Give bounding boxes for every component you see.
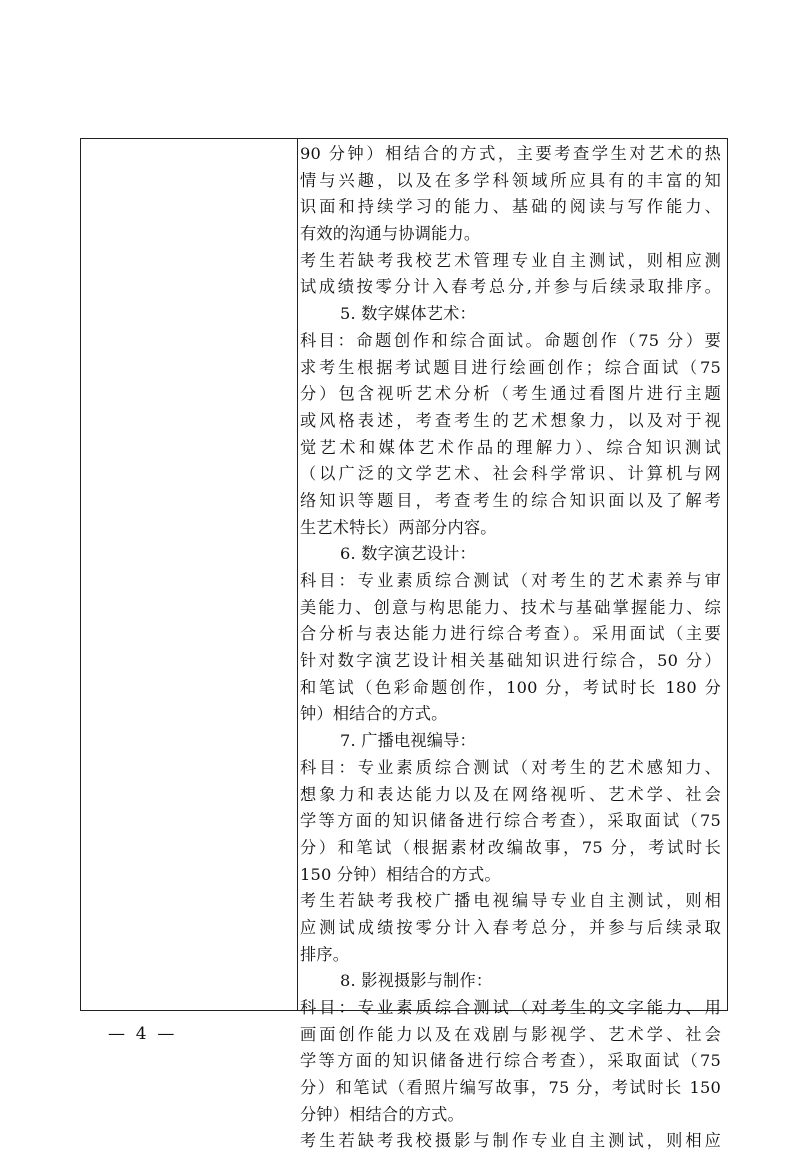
text-line: 150 分钟）相结合的方式。 xyxy=(300,864,501,884)
text-line: 学等方面的知识储备进行综合考查），采取面试（75 xyxy=(300,811,721,831)
text-line: 科目：专业素质综合测试（对考生的文字能力、用 xyxy=(300,998,721,1017)
text-line: 科目：命题创作和综合面试。命题创作（75 分）要 xyxy=(300,330,721,350)
text-line: 美能力、创意与构思能力、技术与基础掌握能力、综 xyxy=(300,597,721,617)
text-line: 分）包含视听艺术分析（考生通过看图片进行主题 xyxy=(300,384,721,404)
text-line: 考生若缺考我校广播电视编导专业自主测试，则相 xyxy=(300,891,721,911)
text-line: 觉艺术和媒体艺术作品的理解力）、综合知识测试 xyxy=(300,437,721,457)
text-line: 考生若缺考我校摄影与制作专业自主测试，则相应 xyxy=(300,1131,721,1151)
text-line: 学等方面的知识储备进行综合考查），采取面试（75 xyxy=(300,1051,721,1071)
text-line: 科目：专业素质综合测试（对考生的艺术感知力、 xyxy=(300,757,721,777)
text-line: 生艺术特长）两部分内容。 xyxy=(300,517,497,537)
text-line: 排序。 xyxy=(300,944,350,964)
text-line: 或风格表述，考查考生的艺术想象力，以及对于视 xyxy=(300,410,721,430)
section-heading: 8. 影视摄影与制作： xyxy=(340,971,493,991)
text-line: 钟）相结合的方式。 xyxy=(300,704,448,724)
text-line: 络知识等题目，考查考生的综合知识面以及了解考 xyxy=(300,490,721,510)
text-line: 分钟）相结合的方式。 xyxy=(300,1104,464,1124)
section-heading: 6. 数字演艺设计： xyxy=(340,544,476,564)
text-line: 有效的沟通与协调能力。 xyxy=(300,224,481,244)
section-heading: 5. 数字媒体艺术： xyxy=(340,304,476,324)
content-table xyxy=(80,138,728,1151)
text-line: 考生若缺考我校艺术管理专业自主测试，则相应测 xyxy=(300,250,721,270)
text-line: 和笔试（色彩命题创作，100 分，考试时长 180 分 xyxy=(300,677,721,697)
text-line: 识面和持续学习的能力、基础的阅读与写作能力、 xyxy=(300,197,721,217)
text-line: 90 分钟）相结合的方式，主要考查学生对艺术的热 xyxy=(300,144,721,163)
text-line: 应测试成绩按零分计入春考总分，并参与后续录取 xyxy=(300,917,721,937)
text-line: 情与兴趣，以及在多学科领域所应具有的丰富的知 xyxy=(300,170,721,190)
text-line: 求考生根据考试题目进行绘画创作；综合面试（75 xyxy=(300,357,721,377)
text-line: （以广泛的文学艺术、社会科学常识、计算机与网 xyxy=(300,464,721,484)
text-line: 试成绩按零分计入春考总分,并参与后续录取排序。 xyxy=(300,277,721,297)
section-heading: 7. 广播电视编导： xyxy=(340,731,476,751)
text-line: 画面创作能力以及在戏剧与影视学、艺术学、社会 xyxy=(300,1024,721,1044)
text-line: 合分析与表达能力进行综合考查）。采用面试（主要 xyxy=(300,624,721,644)
text-line: 想象力和表达能力以及在网络视听、艺术学、社会 xyxy=(300,784,721,804)
table-left-cell xyxy=(81,139,298,1010)
text-line: 分）和笔试（看照片编写故事，75 分，考试时长 150 xyxy=(300,1078,721,1098)
text-line: 针对数字演艺设计相关基础知识进行综合，50 分） xyxy=(300,651,721,671)
text-line: 科目：专业素质综合测试（对考生的艺术素养与审 xyxy=(300,571,721,590)
page-number: — 4 — xyxy=(108,1024,175,1044)
text-line: 分）和笔试（根据素材改编故事，75 分，考试时长 xyxy=(300,837,721,857)
table-right-cell xyxy=(300,139,721,1151)
